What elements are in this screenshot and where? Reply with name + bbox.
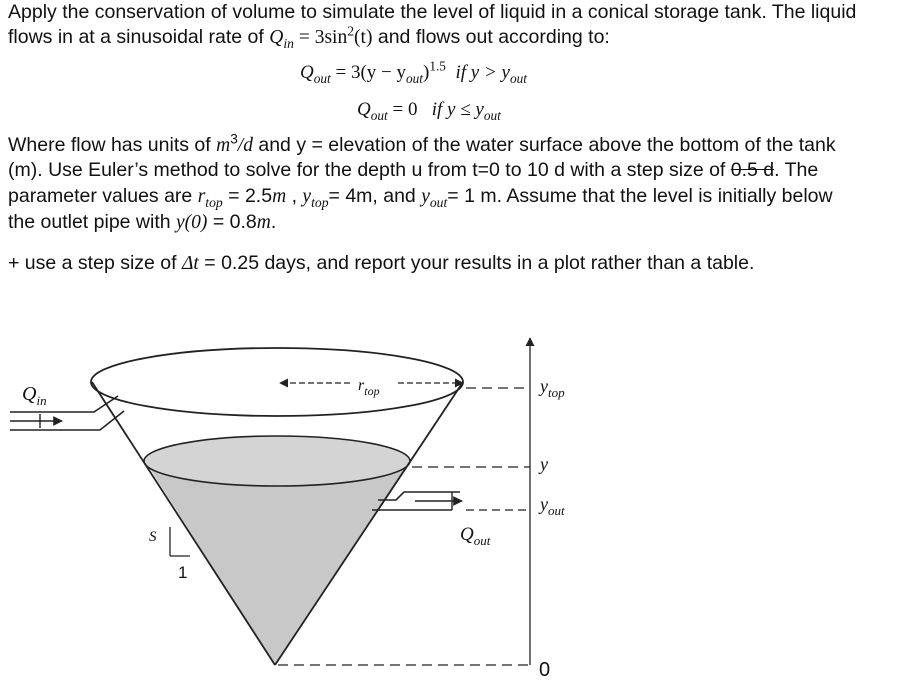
tank-top-rim bbox=[91, 348, 463, 416]
struck-step-size: 0.5 d bbox=[730, 159, 775, 181]
addendum-line: + use a step size of Δt = 0.25 days, and report your results in a plot rather than a table. bbox=[8, 252, 755, 274]
paragraph-line-1: Where flow has units of $m^3/d$ and y = elevation of the water surface above the bottom of the tank bbox=[8, 131, 836, 156]
equation-outflow-positive: $Q_{out} = 3(y - y_{out})^{1.5}$ if $y > y_{out}$ bbox=[300, 58, 527, 86]
label-qin: $Q_{in}$ bbox=[22, 383, 47, 408]
problem-line-2-prefix: flows in at a sinusoidal rate of bbox=[8, 26, 270, 48]
qin-expression: = $3\sin^2(t)$ bbox=[293, 23, 373, 48]
slope-triangle bbox=[170, 527, 190, 556]
label-slope-one: 1 bbox=[178, 563, 188, 582]
label-zero: 0 bbox=[539, 659, 551, 681]
label-slope-s: S bbox=[149, 529, 157, 545]
paragraph-line-4: the outlet pipe with y(0) = 0.8m. bbox=[8, 211, 277, 233]
qin-symbol: $Q_{in}$ bbox=[269, 27, 294, 51]
problem-line-2-suffix: and flows out according to: bbox=[372, 26, 610, 48]
liquid-surface bbox=[144, 436, 410, 486]
label-qout: $Q_{out}$ bbox=[460, 524, 491, 548]
label-rtop: $r_{top}$ bbox=[358, 377, 380, 398]
problem-line-1-text: Apply the conservation of volume to simulate the level of liquid in a conical storage tank. The liquid bbox=[8, 1, 857, 23]
paragraph-line-2: (m). Use Euler’s method to solve for the depth u from t=0 to 10 d with a step size of 0.5 d. The bbox=[8, 159, 819, 181]
label-yout: $y_{out}$ bbox=[540, 494, 565, 518]
paragraph-line-3: parameter values are $r_{top} = 2.5m$ , $y_{top}= 4m$, and $y_{out}= 1$ m. Assume that the level is initially below bbox=[8, 185, 833, 210]
equation-outflow-zero: $Q_{out} = 0$ if $y \le y_{out}$ bbox=[357, 99, 501, 123]
label-y: y bbox=[540, 454, 548, 474]
label-ytop: $y_{top}$ bbox=[540, 376, 565, 400]
